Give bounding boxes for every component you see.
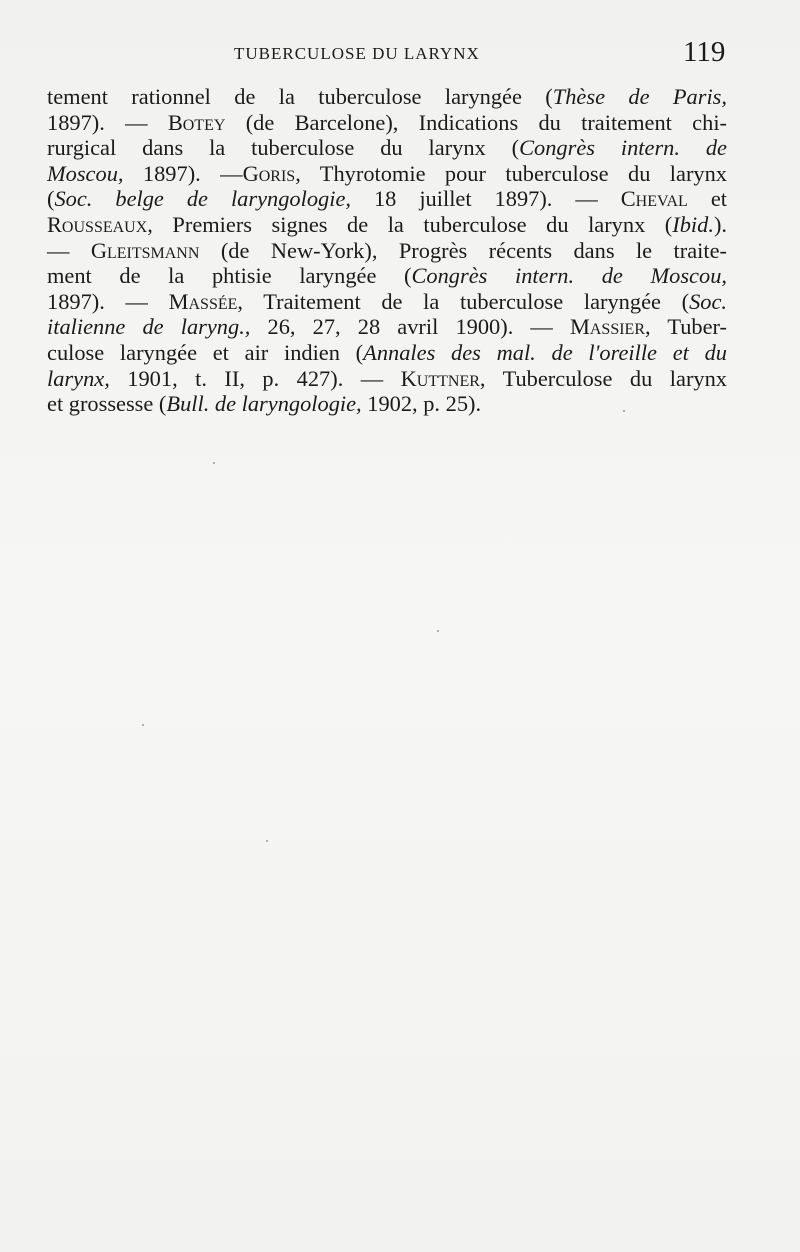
citation-title: Thèse de Paris, [552,84,727,109]
text-run: et [687,186,727,212]
author-name: Kuttner [400,365,480,391]
text-line [47,238,727,264]
running-title: TUBERCULOSE DU LARYNX [234,44,480,63]
text-run: 1901, t. II, p. 427). — [109,365,401,391]
text-line [47,84,727,110]
author-name: Cheval [620,186,688,212]
text-run: ment de la phtisie laryngée ( [47,263,412,289]
citation-title: Ibid. [672,211,714,237]
author-name: Massier [569,314,645,340]
text-run: , Traitement de la tuberculose laryngée ( [237,288,690,314]
author-name: Rousseaux [47,211,148,237]
text-run: ). [713,211,727,237]
citation-title: Moscou, [47,160,124,186]
author-name: Gleitsmann [90,237,200,263]
text-run: , Tuberculose du larynx [479,365,727,391]
text-run: 1902, p. 25). [361,391,482,417]
text-line [47,366,727,392]
citation-title: Soc. [689,288,728,314]
page-number: 119 [683,36,726,68]
text-line [47,212,727,238]
text-run: 1897). — [47,109,168,135]
text-line [47,263,727,289]
text-line [47,391,727,417]
text-line [47,110,727,136]
author-name: Massée [168,288,238,314]
text-run: 1897). — [123,160,243,186]
text-line [47,186,727,212]
text-line [47,289,727,315]
author-name: Goris [242,160,296,186]
citation-title: Congrès intern. de [519,135,727,161]
citation-title: Congrès intern. de Moscou, [411,263,727,289]
citation-title: Soc. belge de laryngologie, [54,186,351,212]
paper-speck [213,462,215,464]
paper-speck [142,724,144,726]
text-run: tement rationnel de la tuberculose laryngée ( [47,84,553,109]
text-run: (de New-York), Progrès récents dans le traite- [199,237,727,263]
text-line [47,135,727,161]
bibliography-paragraph [47,84,727,417]
text-run: culose laryngée et air indien ( [47,339,364,365]
text-line [47,161,727,187]
running-head [0,36,800,72]
text-run: , Premiers signes de la tuberculose du larynx ( [147,211,673,237]
text-run: rurgical dans la tuberculose du larynx ( [47,135,520,161]
citation-title: italienne de laryng., [47,314,251,340]
text-run: , Thyrotomie pour tuberculose du larynx [295,160,728,186]
text-run: 18 juillet 1897). — [350,186,621,212]
text-run: — [47,237,91,263]
text-run: 26, 27, 28 avril 1900). — [250,314,570,340]
text-run: et grossesse ( [47,391,167,417]
citation-title: Bull. de laryngologie, [166,391,362,417]
text-run: (de Barcelone), Indications du traitement chi- [225,109,727,135]
text-line [47,340,727,366]
text-run: , Tuber- [645,314,728,340]
text-run: 1897). — [47,288,169,314]
citation-title: larynx, [47,365,110,391]
paper-speck [266,840,268,842]
citation-title: Annales des mal. de l'oreille et du [363,339,728,365]
author-name: Botey [167,109,226,135]
paper-speck [623,410,625,412]
text-line [47,314,727,340]
text-run: ( [47,186,55,212]
paper-speck [437,630,439,632]
